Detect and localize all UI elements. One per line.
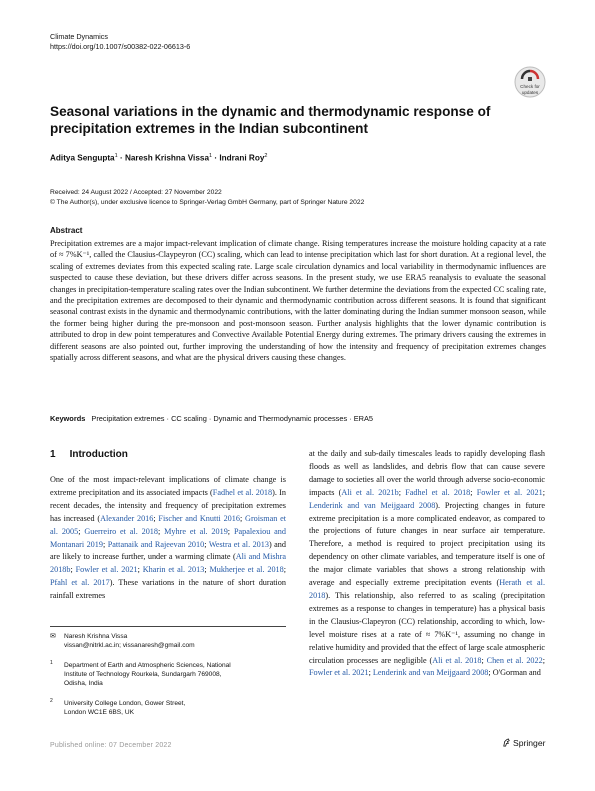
envelope-icon: ✉	[50, 633, 56, 640]
citation-link[interactable]: Fadhel et al. 2018	[212, 487, 273, 497]
body-text: ). These variations in the nature of short duration rainfall extremes	[50, 578, 286, 601]
author-list	[50, 153, 267, 163]
citation-link[interactable]: Ali et al. 2018	[432, 655, 482, 665]
footnote-divider	[50, 626, 286, 627]
body-text: ;	[368, 668, 373, 678]
copyright-notice: © The Author(s), under exclusive licence to Springer-Verlag GmbH Germany, part of Springer Nature 2022	[50, 198, 365, 206]
affiliation-line: Department of Earth and Atmospheric Sciences, National	[64, 662, 231, 669]
published-online: Published online: 07 December 2022	[50, 742, 172, 749]
section-title: Introduction	[69, 449, 128, 460]
author-separator: ·	[212, 153, 220, 163]
body-column-left	[50, 474, 286, 603]
author-name[interactable]: Aditya Sengupta	[50, 153, 115, 163]
citation-link[interactable]: Papalexiou and Montanari 2019	[50, 526, 286, 549]
article-dates	[50, 188, 364, 207]
body-text: ). Projecting changes in future extreme precipitation is a more complicated endeavor, as compared to the projections of future changes in near surface air temperature. Therefore, a method is required to project precipitation using its dependency on other climate variables, and temperature itself is one of the major climate variables that shows a strong relationship with average and especially extreme precipitation events (	[309, 500, 545, 588]
section-heading	[50, 449, 128, 460]
corresponding-author: Naresh Krishna Vissa	[64, 633, 128, 640]
citation-link[interactable]: Herath et al. 2018	[309, 578, 545, 600]
affiliation-2	[50, 699, 286, 717]
badge-line1: Check for	[520, 84, 540, 89]
affiliation-1	[50, 661, 286, 688]
citation-link[interactable]: Fadhel et al. 2018	[405, 487, 471, 497]
publisher-name: Springer	[513, 738, 546, 748]
author-name[interactable]: Indrani Roy	[219, 153, 265, 163]
author-affiliation-sup: 1	[209, 153, 213, 159]
keywords-label: Keywords	[50, 414, 86, 423]
author-affiliation-sup: 2	[264, 153, 268, 159]
body-text: ;	[398, 487, 406, 497]
abstract-heading: Abstract	[50, 226, 83, 235]
body-text: ;	[204, 565, 210, 575]
body-text: ;	[227, 526, 234, 536]
citation-link[interactable]: Chen et al. 2022	[486, 655, 543, 665]
body-text: ;	[153, 513, 159, 523]
citation-link[interactable]: Ali et al. 2021b	[341, 487, 399, 497]
affiliation-line: Odisha, India	[64, 680, 103, 687]
citation-link[interactable]: Fischer and Knutti 2016	[158, 513, 240, 523]
citation-link[interactable]: Kharin et al. 2013	[142, 565, 205, 575]
citation-link[interactable]: Lenderink and van Meijgaard 2008	[309, 500, 436, 510]
body-text: ;	[204, 539, 209, 549]
section-number: 1	[50, 449, 56, 460]
body-text: ;	[158, 526, 165, 536]
affiliation-line: Institute of Technology Rourkela, Sundargarh 769008,	[64, 671, 222, 678]
citation-link[interactable]: Ali and Mishra 2018b	[50, 552, 286, 575]
citation-link[interactable]: Westra et al. 2013	[208, 539, 269, 549]
affiliation-number: 1	[50, 660, 53, 666]
article-title: Seasonal variations in the dynamic and thermodynamic response of precipitation extremes in the Indian subcontinent	[50, 104, 491, 136]
body-text: ;	[542, 655, 545, 665]
body-text: ;	[542, 487, 545, 497]
affiliation-line: University College London, Gower Street,	[64, 700, 186, 707]
corresponding-email[interactable]: vissan@nitrkl.ac.in; vissanaresh@gmail.com	[64, 642, 195, 649]
body-text: ). This relationship, also referred to as scaling (precipitation extremes as a response to changes in temperature) has a physical basis in the Clausius-Clapeyron (CC) relationship, according to which, low-level moisture rises at a rate of ≈ 7%K⁻¹, assuming no change in relative humidity and provided that the effect of large scale atmospheric circulation processes are negligible (	[309, 590, 545, 665]
citation-link[interactable]: Guerreiro et al. 2018	[84, 526, 158, 536]
citation-link[interactable]: Mukherjee et al. 2018	[209, 565, 284, 575]
author-separator: ·	[117, 153, 125, 163]
citation-link[interactable]: Fowler et al. 2021	[476, 487, 543, 497]
citation-link[interactable]: Alexander 2016	[100, 513, 154, 523]
affiliation-line: London WC1E 6BS, UK	[64, 709, 135, 716]
body-text: ;	[137, 565, 143, 575]
citation-link[interactable]: Pattanaik and Rajeevan 2010	[107, 539, 205, 549]
abstract-text: Precipitation extremes are a major impact-relevant implication of climate change. Rising temperatures increase the moisture holding capacity at a rate of ≈ 7%K⁻¹, called the Clausius-Claypeyron (CC) scaling, which can lead to intense precipitation which last for short duration. At a regional level, the scaling of extremes deviates from this expected scaling rate. Large scale circulation dynamics and local variability in thermodynamic influences are suspected to cause these deviation, but these drivers differ across seasons. In the present study, we use ERA5 reanalysis to evaluate the seasonal changes in precipitation-temperature scaling rates over the Indian subcontinent. We further determine the deviations from the expected CC scaling rate, and the precipitation extremes are decomposed to their dynamic and thermodynamic contribution across different seasons. It is found that significant seasonal contrast exists in the dynamic and thermodynamic contributions, with the latter dominating during the Indian summer monsoon season, while the former being higher during the pre-monsoon and post-monsoon season. Further analysis highlights that the lower dynamic contribution is attributed to drop in dew point temperatures and Convective Available Potential Energy during extremes. The primary drivers causing the extremes in different seasons are also pointed out, further improving the understanding of how the intensity and frequency of precipitation extremes changes spatially across different seasons, and what are the physical drivers causing these changes.	[50, 239, 546, 363]
received-accepted: Received: 24 August 2022 / Accepted: 27 November 2022	[50, 189, 222, 196]
affiliation-number: 2	[50, 698, 53, 704]
keywords	[50, 414, 546, 423]
keywords-text: Precipitation extremes · CC scaling · Dynamic and Thermodynamic processes · ERA5	[91, 414, 374, 423]
journal-header	[50, 32, 190, 52]
check-for-updates-label	[509, 84, 551, 95]
body-text: ;	[239, 513, 246, 523]
body-text: ) and are likely to increase further, under a warming climate (	[50, 539, 286, 562]
body-text: ). In recent decades, the intensity and frequency of precipitation extremes has increased (	[50, 487, 286, 523]
body-text: ;	[78, 526, 85, 536]
citation-link[interactable]: Pfahl et al. 2017	[50, 578, 110, 588]
journal-doi[interactable]: https://doi.org/10.1007/s00382-022-06613-6	[50, 42, 191, 51]
citation-link[interactable]: Myhre et al. 2019	[164, 526, 228, 536]
citation-link[interactable]: Lenderink and van Meijgaard 2008	[372, 668, 489, 678]
body-column-right	[309, 448, 545, 680]
body-text: ;	[102, 539, 108, 549]
author-name[interactable]: Naresh Krishna Vissa	[124, 153, 209, 163]
springer-horse-icon	[502, 738, 511, 747]
body-text: ;	[470, 487, 477, 497]
author-affiliation-sup: 1	[114, 153, 118, 159]
body-text: One of the most impact-relevant implications of climate change is extreme precipitation and its associated impacts (	[50, 475, 286, 497]
body-text: ;	[283, 565, 287, 575]
body-text: at the daily and sub-daily timescales leads to rapidly developing flash floods as well as landslides, and debris flow that can cause severe damage to societies all over the world through adverse socio-economic impacts (	[309, 449, 545, 497]
citation-link[interactable]: Fowler et al. 2021	[309, 668, 369, 678]
badge-line2: updates	[521, 89, 539, 95]
publisher-logo	[502, 738, 545, 748]
correspondence	[50, 632, 195, 650]
body-text: ;	[481, 655, 487, 665]
citation-link[interactable]: Fowler et al. 2021	[75, 565, 138, 575]
body-text: ; O'Gorman and	[488, 668, 541, 678]
body-text: ;	[70, 565, 76, 575]
journal-name: Climate Dynamics	[50, 32, 108, 41]
citation-link[interactable]: Groisman et al. 2005	[50, 513, 287, 536]
